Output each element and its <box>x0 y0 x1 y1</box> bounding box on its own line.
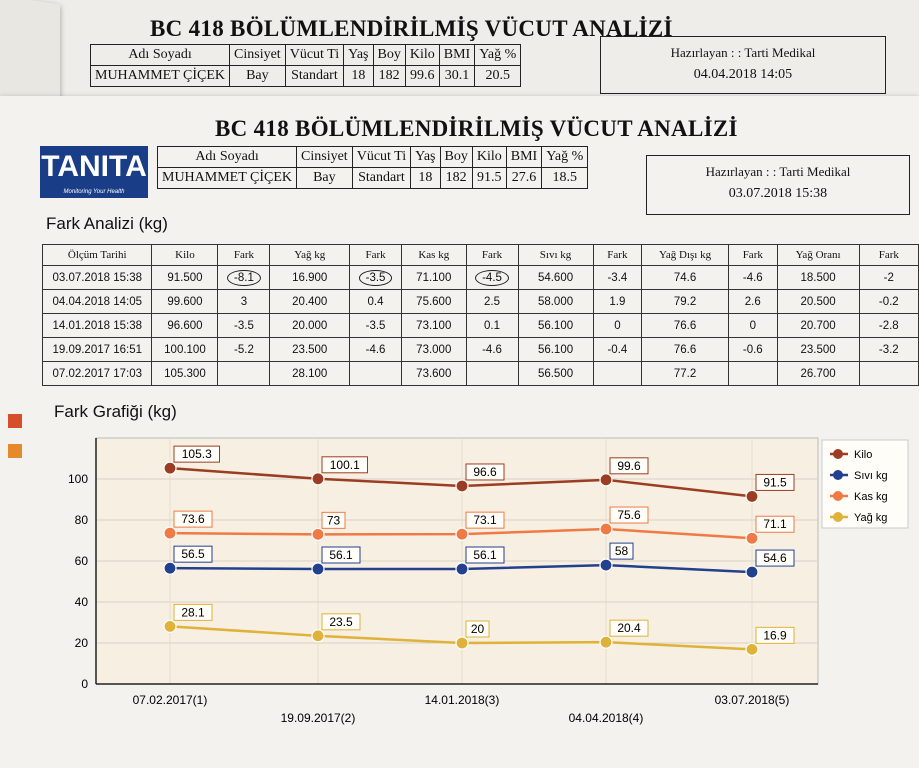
y-tick-label: 0 <box>81 677 88 691</box>
fark-table-cell: 105.300 <box>152 362 218 386</box>
data-label: 56.5 <box>181 547 205 562</box>
fark-table-cell <box>350 266 402 290</box>
x-tick-label: 04.04.2018(4) <box>568 711 644 725</box>
fark-table-row <box>43 314 919 338</box>
fark-column-header: Fark <box>728 245 777 266</box>
fark-table-cell: 28.100 <box>270 362 350 386</box>
fark-table-cell: -4.6 <box>466 338 518 362</box>
fark-table-cell: 19.09.2017 16:51 <box>43 338 152 362</box>
fark-table-cell: 07.02.2017 17:03 <box>43 362 152 386</box>
fark-table-cell <box>859 362 918 386</box>
legend-swatch-dot <box>833 491 843 501</box>
data-point <box>456 637 468 649</box>
data-point <box>312 473 324 485</box>
data-point <box>600 474 612 486</box>
front-datetime: 03.07.2018 15:38 <box>728 186 828 201</box>
data-point <box>456 563 468 575</box>
back-value-cell: 99.6 <box>405 66 439 87</box>
front-header-cell: BMI <box>506 147 541 168</box>
front-header-cell: Yağ % <box>542 147 588 168</box>
fark-table-cell: 2.6 <box>728 290 777 314</box>
back-patient-table <box>90 44 521 87</box>
fark-table-cell: 56.100 <box>518 338 593 362</box>
legend-swatch-dot <box>833 512 843 522</box>
data-point <box>164 527 176 539</box>
front-value-cell: Standart <box>352 168 410 189</box>
fark-table-row <box>43 290 919 314</box>
fark-table-cell: 16.900 <box>270 266 350 290</box>
fark-column-header: Yağ Dışı kg <box>642 245 729 266</box>
fark-table-cell: 26.700 <box>777 362 859 386</box>
back-value-cell: Standart <box>285 66 343 87</box>
front-value-cell: 18.5 <box>542 168 588 189</box>
fark-table-cell: -5.2 <box>218 338 270 362</box>
data-label: 16.9 <box>763 628 787 643</box>
fark-table-cell: 0.4 <box>350 290 402 314</box>
fark-analizi-title: Fark Analizi (kg) <box>46 214 168 233</box>
legend-entry: Sıvı kg <box>854 470 888 482</box>
fark-table-cell: 20.400 <box>270 290 350 314</box>
data-point <box>312 630 324 642</box>
legend-entry: Kas kg <box>854 491 888 503</box>
back-header-cell: BMI <box>439 45 474 66</box>
data-point <box>746 532 758 544</box>
front-header-cell: Cinsiyet <box>297 147 353 168</box>
fark-table-cell: 73.600 <box>402 362 466 386</box>
data-label: 20 <box>470 622 485 636</box>
fark-table-cell: 2.5 <box>466 290 518 314</box>
fark-column-header: Sıvı kg <box>518 245 593 266</box>
front-value-cell: 18 <box>411 168 440 189</box>
front-header-cell: Boy <box>440 147 472 168</box>
fark-table-cell: 14.01.2018 15:38 <box>43 314 152 338</box>
front-patient-table <box>157 146 588 189</box>
data-label: 96.6 <box>473 464 497 479</box>
front-value-cell: MUHAMMET ÇİÇEK <box>158 168 297 189</box>
data-point <box>600 559 612 571</box>
data-label: 105.3 <box>181 447 212 462</box>
front-header-cell: Kilo <box>472 147 506 168</box>
fark-table-cell <box>466 266 518 290</box>
back-header-cell: Vücut Ti <box>285 45 343 66</box>
front-prepared-label: Hazırlayan : : Tarti Medikal <box>705 164 851 179</box>
fark-column-header: Fark <box>593 245 642 266</box>
data-point <box>746 490 758 502</box>
legend-swatch-dot <box>833 470 843 480</box>
data-point <box>164 462 176 474</box>
front-value-cell: Bay <box>297 168 353 189</box>
data-label: 100.1 <box>329 457 360 472</box>
data-label: 28.1 <box>181 605 205 620</box>
fark-column-header: Kas kg <box>402 245 466 266</box>
fark-table-cell: -4.6 <box>350 338 402 362</box>
y-tick-label: 40 <box>74 595 88 609</box>
fark-table-cell: -0.4 <box>593 338 642 362</box>
front-value-cell: 27.6 <box>506 168 541 189</box>
back-header-cell: Yaş <box>344 45 373 66</box>
fark-table-cell: -3.5 <box>218 314 270 338</box>
fark-grafigi-title: Fark Grafiği (kg) <box>54 402 177 421</box>
data-point <box>456 528 468 540</box>
fark-table-cell: 0 <box>728 314 777 338</box>
fark-column-header: Fark <box>859 245 918 266</box>
back-header-cell: Cinsiyet <box>230 45 286 66</box>
fark-table-cell: 56.500 <box>518 362 593 386</box>
fark-table-cell <box>218 362 270 386</box>
data-label: 54.6 <box>763 551 787 566</box>
fark-table-cell: 75.600 <box>402 290 466 314</box>
fark-table-cell: 58.000 <box>518 290 593 314</box>
x-tick-label: 19.09.2017(2) <box>280 711 356 725</box>
fark-table-cell <box>593 362 642 386</box>
back-value-cell: 30.1 <box>439 66 474 87</box>
back-header-cell: Kilo <box>405 45 439 66</box>
fark-table-cell: -0.6 <box>728 338 777 362</box>
legend-swatch-dot <box>833 449 843 459</box>
fark-table-cell: 73.100 <box>402 314 466 338</box>
circled-value: -4.5 <box>475 270 509 286</box>
fark-table-cell <box>350 362 402 386</box>
fark-column-header: Kilo <box>152 245 218 266</box>
data-point <box>312 563 324 575</box>
back-report-sheet <box>20 0 919 100</box>
fark-table-cell: 77.2 <box>642 362 729 386</box>
data-label: 91.5 <box>763 475 787 490</box>
back-datetime: 04.04.2018 14:05 <box>693 67 793 82</box>
back-value-cell: MUHAMMET ÇİÇEK <box>91 66 230 87</box>
fark-table-cell <box>218 266 270 290</box>
data-point <box>164 562 176 574</box>
fark-table-row <box>43 362 919 386</box>
fark-table-cell: 20.500 <box>777 290 859 314</box>
fark-analizi-table <box>42 244 919 386</box>
front-report-title: BC 418 BÖLÜMLENDİRİLMİŞ VÜCUT ANALİZİ <box>215 116 738 141</box>
y-tick-label: 100 <box>67 472 88 486</box>
front-header-cell: Yaş <box>411 147 440 168</box>
back-value-cell: Bay <box>230 66 286 87</box>
back-header-cell: Adı Soyadı <box>91 45 230 66</box>
fark-grafigi-chart <box>0 398 919 738</box>
back-value-cell: 18 <box>344 66 373 87</box>
fark-table-cell: -3.2 <box>859 338 918 362</box>
data-point <box>456 480 468 492</box>
back-header-cell: Yağ % <box>475 45 521 66</box>
fark-table-cell <box>466 362 518 386</box>
fark-table-cell: 0.1 <box>466 314 518 338</box>
fark-table-cell: 20.700 <box>777 314 859 338</box>
fark-table-cell: 56.100 <box>518 314 593 338</box>
fark-table-row <box>43 266 919 290</box>
fark-table-cell: 79.2 <box>642 290 729 314</box>
fark-table-cell: 73.000 <box>402 338 466 362</box>
chart-svg <box>0 398 919 738</box>
data-label: 73.1 <box>473 513 497 528</box>
fark-table-cell: 76.6 <box>642 338 729 362</box>
fark-table-cell: -2.8 <box>859 314 918 338</box>
data-label: 20.4 <box>617 621 641 636</box>
fark-table-row <box>43 338 919 362</box>
data-label: 56.1 <box>329 547 353 562</box>
fark-column-header: Fark <box>218 245 270 266</box>
fark-table-cell: 20.000 <box>270 314 350 338</box>
fark-table-cell: -2 <box>859 266 918 290</box>
y-tick-label: 20 <box>74 636 88 650</box>
fark-table-cell: -0.2 <box>859 290 918 314</box>
fark-table-cell: 18.500 <box>777 266 859 290</box>
data-label: 73 <box>326 513 341 528</box>
y-tick-label: 80 <box>74 513 88 527</box>
fark-table-cell: -3.4 <box>593 266 642 290</box>
data-point <box>746 566 758 578</box>
data-point <box>600 523 612 535</box>
data-point <box>746 643 758 655</box>
back-report-title: BC 418 BÖLÜMLENDİRİLMİŞ VÜCUT ANALİZİ <box>150 16 673 41</box>
data-label: 99.6 <box>617 458 641 473</box>
fark-table-cell: 99.600 <box>152 290 218 314</box>
fark-table-cell: 3 <box>218 290 270 314</box>
legend-entry: Yağ kg <box>854 512 888 524</box>
back-prepared-label: Hazırlayan : : Tarti Medikal <box>670 45 816 60</box>
fark-table-cell: 100.100 <box>152 338 218 362</box>
data-point <box>312 528 324 540</box>
fark-table-cell: 23.500 <box>270 338 350 362</box>
fark-column-header: Ölçüm Tarihi <box>43 245 152 266</box>
fark-table-cell: 1.9 <box>593 290 642 314</box>
back-value-cell: 20.5 <box>475 66 521 87</box>
data-label: 71.1 <box>763 517 787 532</box>
fark-table-cell: 71.100 <box>402 266 466 290</box>
data-label: 73.6 <box>181 512 205 527</box>
data-label: 75.6 <box>617 508 641 523</box>
data-label: 23.5 <box>329 614 353 629</box>
y-tick-label: 60 <box>74 554 88 568</box>
fark-table-cell: 54.600 <box>518 266 593 290</box>
fark-column-header: Fark <box>350 245 402 266</box>
fark-table-cell: 04.04.2018 14:05 <box>43 290 152 314</box>
legend-entry: Kilo <box>854 449 873 461</box>
fark-table-cell: 03.07.2018 15:38 <box>43 266 152 290</box>
data-label: 56.1 <box>473 547 497 562</box>
data-label: 58 <box>614 544 629 559</box>
fark-table-cell: -3.5 <box>350 314 402 338</box>
x-tick-label: 14.01.2018(3) <box>424 693 500 707</box>
data-point <box>164 620 176 632</box>
front-prepared-box <box>646 155 910 215</box>
fark-column-header: Fark <box>466 245 518 266</box>
fark-table-cell: 76.6 <box>642 314 729 338</box>
front-header-cell: Adı Soyadı <box>158 147 297 168</box>
fark-table-cell: -4.6 <box>728 266 777 290</box>
x-tick-label: 03.07.2018(5) <box>714 693 790 707</box>
back-header-cell: Boy <box>373 45 405 66</box>
fark-table-cell: 0 <box>593 314 642 338</box>
fark-table-cell: 96.600 <box>152 314 218 338</box>
front-value-cell: 91.5 <box>472 168 506 189</box>
data-point <box>600 636 612 648</box>
fark-table-cell: 91.500 <box>152 266 218 290</box>
front-header-cell: Vücut Ti <box>352 147 410 168</box>
back-prepared-box <box>600 36 886 94</box>
fark-table-cell: 74.6 <box>642 266 729 290</box>
fark-column-header: Yağ kg <box>270 245 350 266</box>
fark-table-cell <box>728 362 777 386</box>
circled-value: -8.1 <box>227 270 261 286</box>
fark-column-header: Yağ Oranı <box>777 245 859 266</box>
x-tick-label: 07.02.2017(1) <box>132 693 208 707</box>
circled-value: -3.5 <box>359 270 393 286</box>
tanita-logo: TANITA Monitoring Your Health <box>40 146 148 198</box>
front-value-cell: 182 <box>440 168 472 189</box>
back-value-cell: 182 <box>373 66 405 87</box>
fark-table-cell: 23.500 <box>777 338 859 362</box>
